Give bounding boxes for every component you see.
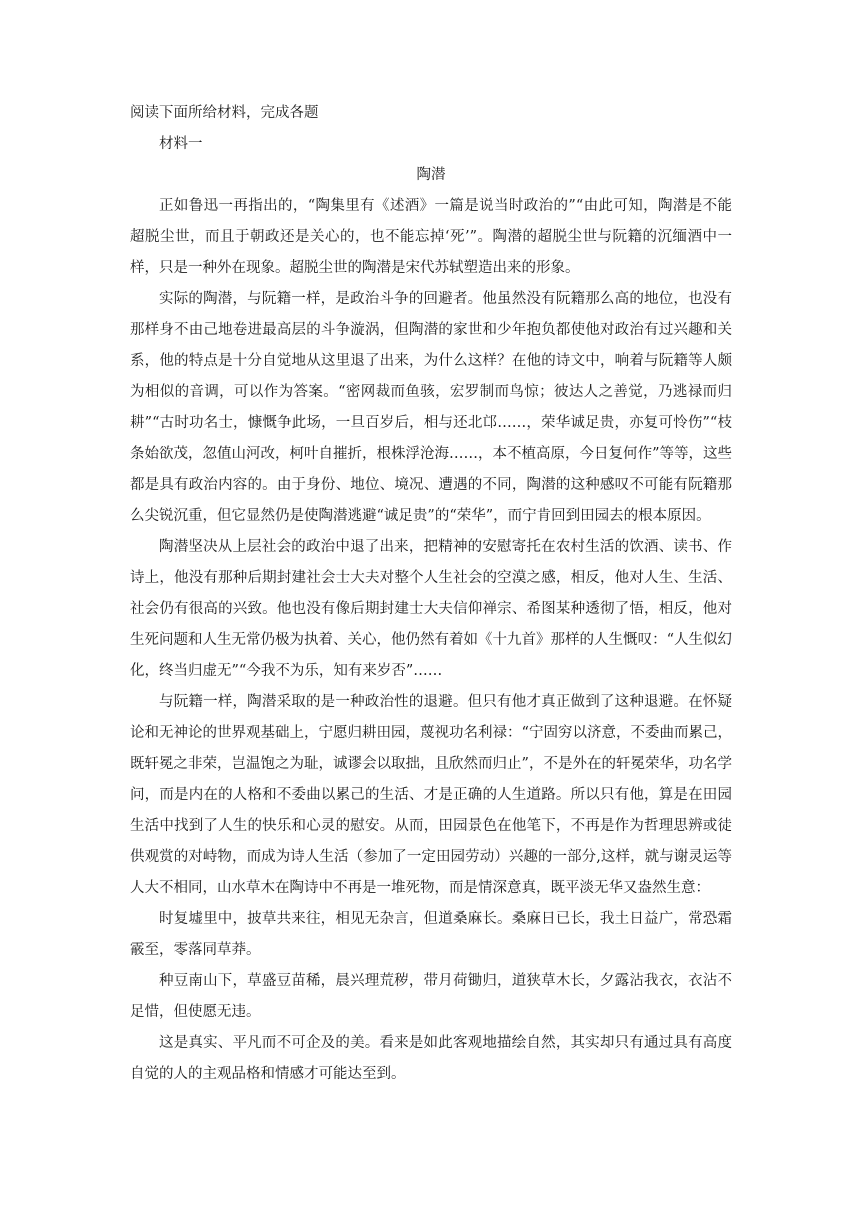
poem-quote-1: 时复墟里中，披草共来往，相见无杂言，但道桑麻长。桑麻日已长，我土日益广，常恐霜霰至，零落同草莽。 bbox=[130, 911, 732, 958]
poem-quote-2: 种豆南山下，草盛豆苗稀，晨兴理荒秽，带月荷锄归，道狭草木长，夕露沾我衣，衣沾不足惜，但使愿无违。 bbox=[130, 973, 732, 1020]
instruction-text: 阅读下面所给材料，完成各题 bbox=[130, 105, 319, 121]
paragraph-3: 陶潜坚决从上层社会的政治中退了出来，把精神的安慰寄托在农村生活的饮酒、读书、作诗上，他没有那种后期封建社会士大夫对整个人生社会的空漠之感，相反，他对人生、生活、社会仍有很高的兴致。他也没有像后期封建士大夫信仰禅宗、希图某种透彻了悟，相反，他对生死问题和人生无常仍极为执着、关心，他仍然有着如《十九首》那样的人生慨叹：“人生似幻化，终当归虚无”“今我不为乐，知有来岁否”…… bbox=[130, 539, 732, 679]
paragraph-4: 与阮籍一样，陶潜采取的是一种政治性的退避。但只有他才真正做到了这种退避。在怀疑论和无神论的世界观基础上，宁愿归耕田园，蔑视功名利禄：“宁固穷以济意，不委曲而累己，既轩冕之非荣，岂温饱之为耻，诚谬会以取拙，且欣然而归止”，不是外在的轩冕荣华，功名学问，而是内在的人格和不委曲以累己的生活、才是正确的人生道路。所以只有他，算是在田园生活中找到了人生的快乐和心灵的慰安。从而，田园景色在他笔下，不再是作为哲理思辨或徒供观赏的对峙物，而成为诗人生活（参加了一定田园劳动）兴趣的一部分,这样，就与谢灵运等人大不相同，山水草木在陶诗中不再是一堆死物，而是情深意真，既平淡无华又盎然生意： bbox=[130, 694, 732, 896]
paragraph-1: 正如鲁迅一再指出的，“陶集里有《述酒》一篇是说当时政治的”“由此可知，陶潜是不能超脱尘世，而且于朝政还是关心的，也不能忘掉‘死’”。陶潜的超脱尘世与阮籍的沉缅酒中一样，只是一种外在现象。超脱尘世的陶潜是宋代苏轼塑造出来的形象。 bbox=[130, 198, 732, 276]
document-page bbox=[130, 98, 732, 1090]
paragraph-conclusion: 这是真实、平凡而不可企及的美。看来是如此客观地描绘自然，其实却只有通过具有高度自觉的人的主观品格和情感才可能达至到。 bbox=[130, 1035, 732, 1082]
material-label: 材料一 bbox=[159, 136, 203, 152]
paragraph-2: 实际的陶潜，与阮籍一样，是政治斗争的回避者。他虽然没有阮籍那么高的地位，也没有那样身不由己地卷进最高层的斗争漩涡，但陶潜的家世和少年抱负都使他对政治有过兴趣和关系，他的特点是十分自觉地从这里退了出来，为什么这样？在他的诗文中，响着与阮籍等人颇为相似的音调，可以作为答案。“密网裁而鱼骇，宏罗制而鸟惊；彼达人之善觉，乃逃禄而归耕”“古时功名士，慷慨争此场，一旦百岁后，相与还北邙……，荣华诚足贵，亦复可怜伤”“枝条始欲茂，忽值山河改，柯叶自摧折，根株浮沧海……，本不植高原，今日复何作”等等，这些都是具有政治内容的。由于身份、地位、境况、遭遇的不同，陶潜的这种感叹不可能有阮籍那么尖锐沉重，但它显然仍是使陶潜逃避“诚足贵”的“荣华”，而宁肯回到田园去的根本原因。 bbox=[130, 291, 732, 524]
article-title: 陶潜 bbox=[416, 167, 446, 183]
